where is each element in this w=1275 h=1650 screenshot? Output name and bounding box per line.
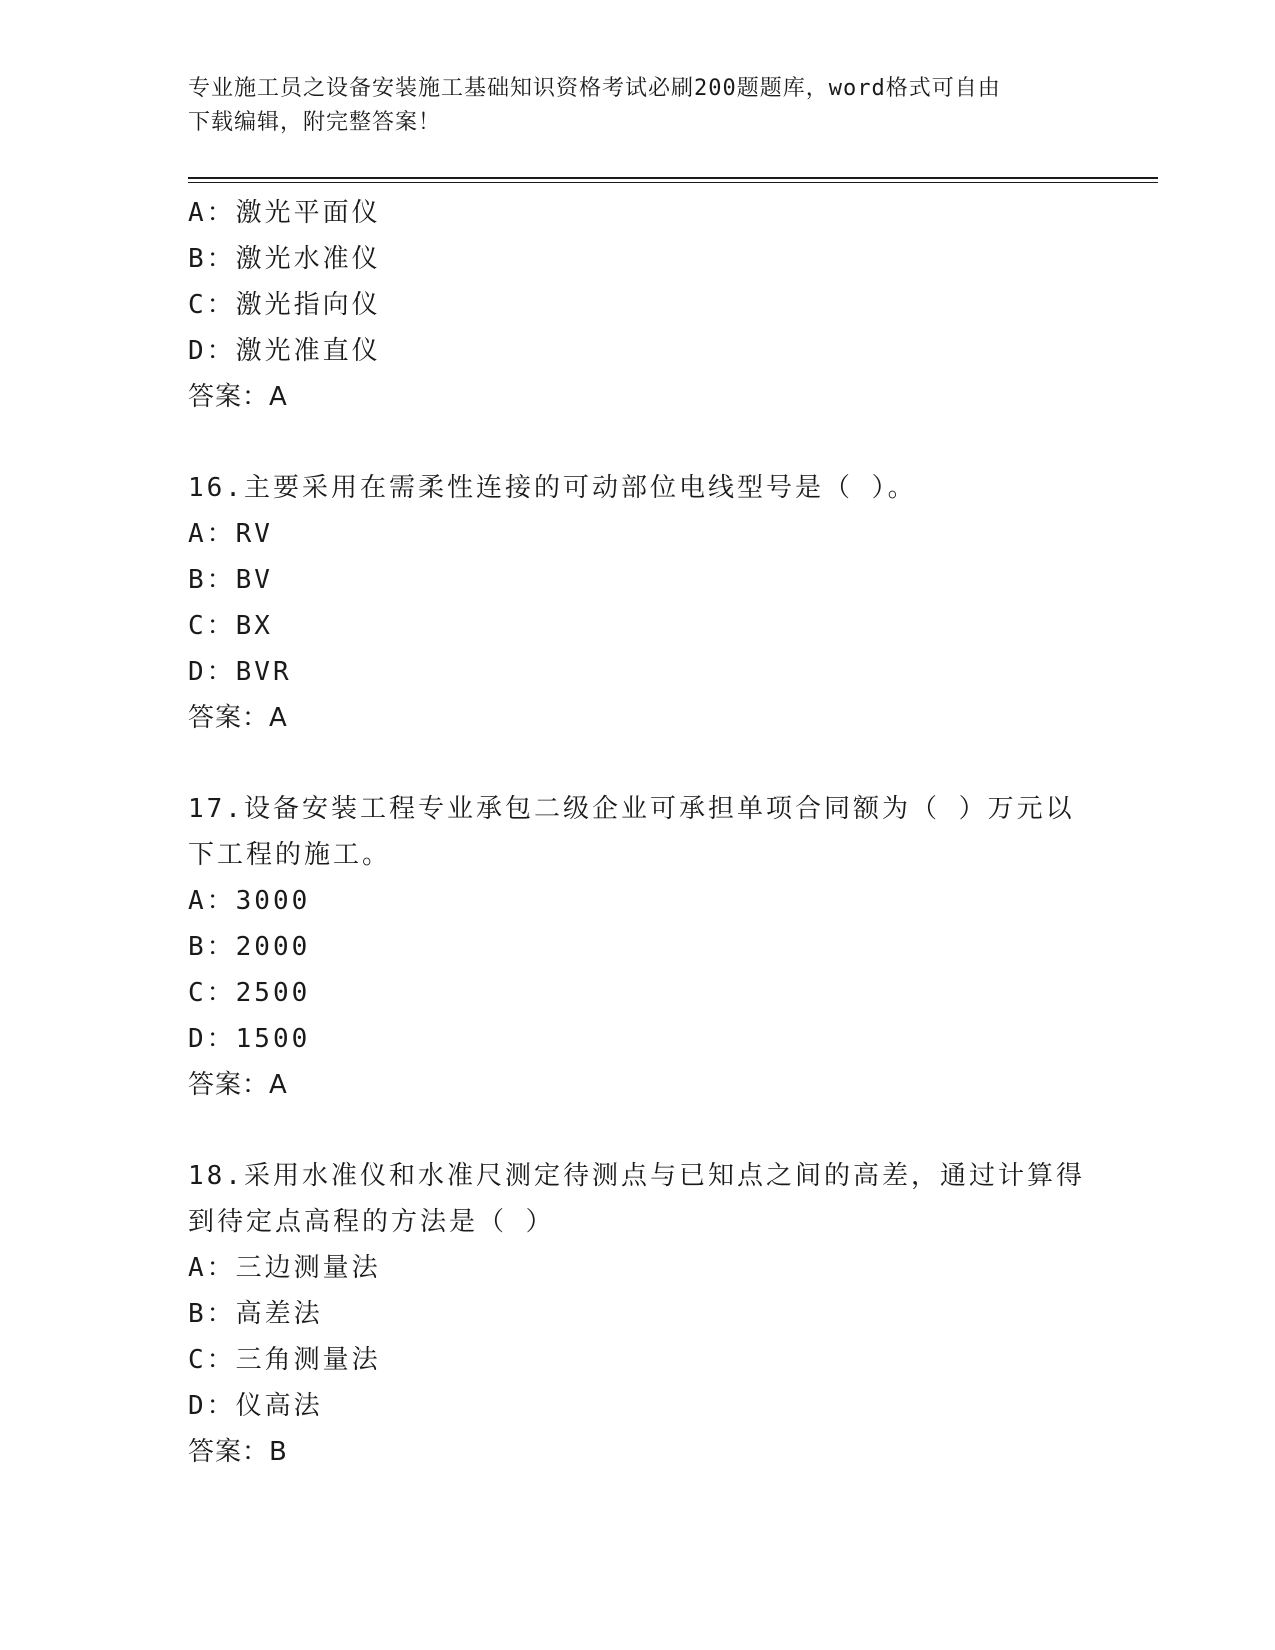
option-a: A：RV [188, 519, 273, 549]
option-d: D：激光准直仪 [188, 336, 381, 366]
question-text-line-1: 17.设备安装工程专业承包二级企业可承担单项合同额为（ ）万元以 [188, 794, 1075, 824]
question-18 [188, 1153, 1118, 1475]
spacer [188, 741, 1118, 786]
header-line-1: 专业施工员之设备安装施工基础知识资格考试必刷200题题库，word格式可自由 [188, 76, 1001, 101]
header-divider-thin [188, 182, 1158, 183]
header-divider-thick [188, 177, 1158, 179]
option-c: C：2500 [188, 978, 311, 1008]
spacer [188, 420, 1118, 465]
question-15 [188, 190, 1118, 420]
option-d: D：仪高法 [188, 1391, 323, 1421]
answer-text: 答案：B [188, 1437, 288, 1467]
option-c: C：BX [188, 611, 273, 641]
option-d: D：1500 [188, 1024, 311, 1054]
option-c: C：三角测量法 [188, 1345, 381, 1375]
option-a: A：3000 [188, 886, 311, 916]
option-a: A：激光平面仪 [188, 198, 381, 228]
header-line-2: 下载编辑，附完整答案！ [188, 110, 442, 135]
option-d: D：BVR [188, 657, 292, 687]
question-text-line-2: 到待定点高程的方法是（ ） [188, 1207, 555, 1237]
document-header [188, 72, 1068, 140]
question-text-line-2: 下工程的施工。 [188, 840, 392, 870]
answer-text: 答案：A [188, 1070, 288, 1100]
answer-text: 答案：A [188, 382, 288, 412]
question-17 [188, 786, 1118, 1108]
option-b: B：BV [188, 565, 273, 595]
question-text-line-1: 18.采用水准仪和水准尺测定待测点与已知点之间的高差，通过计算得 [188, 1161, 1085, 1191]
spacer [188, 1108, 1118, 1153]
option-c: C：激光指向仪 [188, 290, 381, 320]
option-a: A：三边测量法 [188, 1253, 381, 1283]
question-16 [188, 465, 1118, 741]
option-b: B：2000 [188, 932, 311, 962]
question-text: 16.主要采用在需柔性连接的可动部位电线型号是（ ）。 [188, 473, 917, 503]
option-b: B：高差法 [188, 1299, 323, 1329]
option-b: B：激光水准仪 [188, 244, 381, 274]
question-list [188, 190, 1118, 1475]
answer-text: 答案：A [188, 703, 288, 733]
